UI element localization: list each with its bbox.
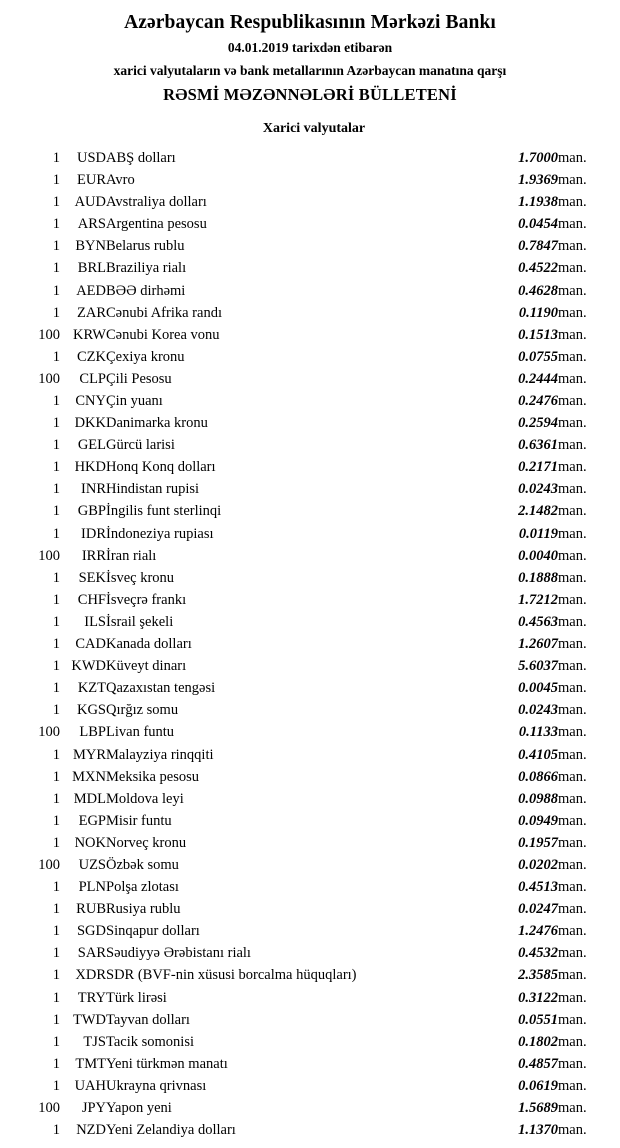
currency-code: CHF [77, 591, 106, 608]
currency-units: 1 [52, 1077, 60, 1094]
page-title: Azərbaycan Respublikasının Mərkəzi Bankı [124, 12, 496, 33]
currency-rate: 0.7847 [518, 238, 558, 255]
currency-rate: 0.0755 [518, 348, 558, 365]
currency-rate: 0.0551 [518, 1011, 558, 1028]
currency-unit-label: man. [558, 989, 587, 1006]
currency-code: ILS [84, 613, 106, 630]
currency-units: 1 [52, 746, 60, 763]
currency-rate: 1.5689 [518, 1100, 558, 1116]
currency-code: SAR [77, 945, 106, 962]
currency-unit-label: man. [558, 812, 587, 829]
currency-rate: 0.0454 [518, 216, 558, 233]
currency-name: Livan funtu [106, 724, 175, 741]
currency-unit-label: man. [558, 282, 587, 299]
currency-rate: 0.6361 [518, 437, 558, 454]
currency-rate: 0.2476 [518, 393, 558, 409]
currency-rate: 1.2607 [518, 636, 558, 653]
currency-unit-label: man. [558, 238, 587, 255]
currency-unit-label: man. [558, 260, 587, 277]
table-row [18, 766, 602, 788]
currency-rate: 1.1370 [518, 1122, 558, 1139]
currency-code: UAH [74, 1077, 106, 1094]
currency-code: DKK [74, 415, 106, 432]
currency-rate: 0.0619 [518, 1077, 558, 1094]
currency-units: 1 [52, 636, 60, 653]
currency-units: 1 [52, 503, 60, 520]
currency-unit-label: man. [558, 636, 587, 653]
section-title-foreign-currencies: Xarici valyutalar [262, 121, 366, 137]
currency-unit-label: man. [558, 1122, 587, 1139]
currency-code: SEK [78, 569, 106, 586]
currency-unit-label: man. [558, 856, 587, 873]
currency-unit-label: man. [558, 1077, 587, 1094]
currency-units: 1 [52, 260, 60, 277]
currency-units: 1 [52, 834, 60, 851]
currency-rate: 0.1957 [518, 834, 558, 851]
currency-rate: 0.0040 [518, 547, 558, 564]
currency-name: Küveyt dinarı [106, 658, 187, 675]
currency-units: 100 [38, 1100, 60, 1116]
currency-unit-label: man. [558, 967, 587, 984]
table-row [18, 722, 602, 744]
table-row [18, 501, 602, 523]
table-row [18, 788, 602, 810]
currency-units: 1 [52, 901, 60, 918]
currency-unit-label: man. [558, 1011, 587, 1028]
table-row [18, 832, 602, 854]
table-row [18, 1053, 602, 1075]
document-header [18, 12, 602, 105]
currency-rate: 0.2594 [518, 415, 558, 432]
currency-units: 1 [52, 569, 60, 586]
table-row [18, 965, 602, 987]
currency-name: Norveç kronu [106, 834, 187, 851]
currency-units: 100 [38, 547, 60, 564]
currency-rate: 0.0247 [518, 901, 558, 918]
currency-unit-label: man. [558, 437, 587, 454]
currency-rate: 2.1482 [518, 503, 558, 520]
currency-unit-label: man. [558, 879, 587, 896]
currency-code: KZT [77, 680, 106, 697]
currency-units: 1 [52, 702, 60, 719]
currency-rate: 1.9369 [518, 172, 558, 189]
currency-code: GBP [77, 503, 106, 520]
currency-name: Çexiya kronu [106, 348, 185, 365]
currency-name: İsveç kronu [106, 569, 175, 586]
currency-rate: 1.7212 [518, 591, 558, 608]
table-row [18, 611, 602, 633]
currency-unit-label: man. [558, 1055, 587, 1072]
currency-units: 100 [38, 724, 60, 741]
currency-units: 1 [52, 1011, 60, 1028]
currency-code: TJS [83, 1033, 106, 1050]
currency-rate: 1.1938 [518, 194, 558, 211]
currency-name: Argentina pesosu [106, 216, 207, 233]
currency-unit-label: man. [558, 1033, 587, 1050]
currency-unit-label: man. [558, 768, 587, 785]
currency-code: CAD [75, 636, 106, 653]
currency-units: 1 [52, 945, 60, 962]
currency-units: 1 [52, 790, 60, 807]
currency-code: CLP [79, 370, 106, 387]
currency-unit-label: man. [558, 415, 587, 432]
currency-name: İngilis funt sterlinqi [106, 503, 222, 520]
table-row [18, 854, 602, 876]
currency-unit-label: man. [558, 326, 587, 343]
currency-name: Avstraliya dolları [106, 194, 207, 211]
table-row [18, 656, 602, 678]
table-row [18, 368, 602, 390]
currency-rate: 0.0949 [518, 812, 558, 829]
currency-name: ABŞ dolları [106, 149, 176, 166]
currency-code: LBP [79, 724, 106, 741]
currency-unit-label: man. [558, 613, 587, 630]
currency-units: 1 [52, 282, 60, 299]
currency-units: 1 [52, 437, 60, 454]
currency-units: 1 [52, 172, 60, 189]
table-row [18, 1075, 602, 1097]
table-row [18, 987, 602, 1009]
currency-name: İndoneziya rupiası [106, 525, 214, 542]
currency-code: INR [81, 481, 106, 498]
currency-unit-label: man. [558, 525, 587, 542]
currency-rate: 0.1888 [518, 569, 558, 586]
currency-units: 1 [52, 768, 60, 785]
document-bulletin-title: RƏSMİ MƏZƏNNƏLƏRİ BÜLLETENİ [163, 85, 457, 105]
currency-unit-label: man. [558, 569, 587, 586]
currency-unit-label: man. [558, 834, 587, 851]
currency-unit-label: man. [558, 746, 587, 763]
currency-code: XDR [75, 967, 106, 984]
currency-code: CZK [77, 348, 106, 365]
currency-units: 1 [52, 879, 60, 896]
table-row [18, 413, 602, 435]
table-row [18, 810, 602, 832]
table-row [18, 214, 602, 236]
currency-units: 1 [52, 967, 60, 984]
currency-unit-label: man. [558, 591, 587, 608]
currency-unit-label: man. [558, 370, 587, 387]
currency-unit-label: man. [558, 348, 587, 365]
currency-code: TRY [77, 989, 106, 1006]
currency-rate: 0.1190 [518, 304, 558, 321]
currency-code: BYN [75, 238, 106, 255]
table-row [18, 523, 602, 545]
table-row [18, 192, 602, 214]
currency-code: MDL [73, 790, 106, 807]
currency-unit-label: man. [558, 459, 587, 476]
currency-rate: 0.4522 [518, 260, 558, 277]
currency-units: 1 [52, 1055, 60, 1072]
table-row [18, 236, 602, 258]
currency-code: ZAR [77, 304, 106, 321]
currency-code: CNY [75, 393, 106, 409]
currency-unit-label: man. [558, 172, 587, 189]
currency-rate: 0.2171 [518, 459, 558, 476]
currency-rate: 0.0988 [518, 790, 558, 807]
currency-units: 1 [52, 680, 60, 697]
currency-code: PLN [78, 879, 106, 896]
table-row [18, 921, 602, 943]
currency-rate: 0.3122 [518, 989, 558, 1006]
currency-units: 1 [52, 658, 60, 675]
currency-code: MYR [72, 746, 106, 763]
currency-code: TMT [75, 1055, 106, 1072]
currency-unit-label: man. [558, 901, 587, 918]
currency-code: USD [76, 149, 106, 166]
currency-unit-label: man. [558, 658, 587, 675]
table-row [18, 479, 602, 501]
currency-name: Yapon yeni [106, 1100, 172, 1116]
table-row [18, 899, 602, 921]
currency-name: Belarus rublu [106, 238, 185, 255]
currency-code: GEL [77, 437, 106, 454]
currency-rate: 0.0119 [518, 525, 558, 542]
table-row [18, 1120, 602, 1142]
currency-name: Tayvan dolları [106, 1011, 190, 1028]
currency-code: KRW [72, 326, 106, 343]
currency-code: EGP [78, 812, 106, 829]
currency-name: Rusiya rublu [106, 901, 181, 918]
table-row [18, 280, 602, 302]
currency-units: 1 [52, 415, 60, 432]
table-row [18, 700, 602, 722]
currency-rate: 0.4532 [518, 945, 558, 962]
currency-unit-label: man. [558, 481, 587, 498]
currency-units: 1 [52, 459, 60, 476]
table-row [18, 435, 602, 457]
currency-code: HKD [74, 459, 106, 476]
currency-unit-label: man. [558, 393, 587, 409]
currency-rate: 0.2444 [518, 370, 558, 387]
currency-name: SDR (BVF-nin xüsusi borcalma hüquqları) [106, 967, 357, 984]
table-row [18, 457, 602, 479]
currency-code: KWD [71, 658, 106, 675]
currency-rate: 0.4563 [518, 613, 558, 630]
table-row [18, 877, 602, 899]
currency-rate: 0.1513 [518, 326, 558, 343]
table-row [18, 589, 602, 611]
currency-code: NOK [74, 834, 106, 851]
currency-rate: 2.3585 [518, 967, 558, 984]
currency-name: Malayziya rinqqiti [106, 746, 214, 763]
table-row [18, 346, 602, 368]
currency-rate: 0.0045 [518, 680, 558, 697]
table-row [18, 302, 602, 324]
currency-code: SGD [76, 923, 106, 940]
currency-name: Qazaxıstan tengəsi [106, 680, 216, 697]
currency-name: Gürcü larisi [106, 437, 175, 454]
currency-units: 1 [52, 989, 60, 1006]
table-row [18, 633, 602, 655]
currency-units: 100 [38, 370, 60, 387]
currency-name: Moldova leyi [106, 790, 184, 807]
table-row [18, 1031, 602, 1053]
currency-units: 1 [52, 304, 60, 321]
currency-units: 1 [52, 481, 60, 498]
currency-name: Sinqapur dolları [106, 923, 200, 940]
table-row [18, 1009, 602, 1031]
currency-units: 1 [52, 238, 60, 255]
currency-units: 1 [52, 591, 60, 608]
currency-name: BƏƏ dirhəmi [106, 282, 186, 299]
currency-code: AED [76, 282, 106, 299]
currency-name: Ukrayna qrivnası [106, 1077, 207, 1094]
currency-name: Yeni türkmən manatı [106, 1055, 228, 1072]
currency-rate: 1.2476 [518, 923, 558, 940]
currency-units: 100 [38, 856, 60, 873]
currency-name: Meksika pesosu [106, 768, 200, 785]
currency-unit-label: man. [558, 547, 587, 564]
currency-name: Danimarka kronu [106, 415, 208, 432]
table-row [18, 258, 602, 280]
currency-units: 1 [52, 393, 60, 409]
currency-code: RUB [76, 901, 106, 918]
table-row [18, 943, 602, 965]
currency-code: IRR [81, 547, 106, 564]
currency-rate: 0.0243 [518, 702, 558, 719]
currency-rate: 0.0202 [518, 856, 558, 873]
currency-code: ARS [77, 216, 106, 233]
table-row [18, 567, 602, 589]
currency-units: 1 [52, 812, 60, 829]
currency-unit-label: man. [558, 945, 587, 962]
table-row [18, 1097, 602, 1119]
currency-unit-label: man. [558, 149, 587, 166]
currency-units: 1 [52, 1033, 60, 1050]
table-row [18, 390, 602, 412]
table-row [18, 545, 602, 567]
currency-unit-label: man. [558, 1100, 587, 1116]
currency-code: JPY [81, 1100, 106, 1116]
currency-code: NZD [76, 1122, 106, 1139]
currency-name: Polşa zlotası [106, 879, 179, 896]
currency-name: Kanada dolları [106, 636, 192, 653]
currency-rate: 5.6037 [518, 658, 558, 675]
currency-rate: 0.4105 [518, 746, 558, 763]
currency-name: Özbək somu [106, 856, 179, 873]
currency-units: 1 [52, 1122, 60, 1139]
currency-rate: 0.1802 [518, 1033, 558, 1050]
currency-unit-label: man. [558, 724, 587, 741]
table-row [18, 324, 602, 346]
exchange-rates-table [18, 147, 602, 1141]
currency-unit-label: man. [558, 702, 587, 719]
currency-units: 1 [52, 525, 60, 542]
currency-units: 1 [52, 194, 60, 211]
currency-name: Yeni Zelandiya dolları [106, 1122, 236, 1139]
currency-rate: 0.4857 [518, 1055, 558, 1072]
currency-units: 1 [52, 348, 60, 365]
effective-date: 04.01.2019 tarixdən etibarən [227, 40, 393, 56]
currency-name: Hindistan rupisi [106, 481, 200, 498]
currency-code: IDR [81, 525, 106, 542]
currency-name: Misir funtu [106, 812, 172, 829]
currency-name: İsveçrə frankı [106, 591, 187, 608]
currency-rate: 0.0243 [518, 481, 558, 498]
currency-rate: 1.7000 [518, 149, 558, 166]
currency-code: AUD [74, 194, 106, 211]
currency-name: Cənubi Afrika randı [106, 304, 222, 321]
currency-units: 1 [52, 613, 60, 630]
currency-units: 100 [38, 326, 60, 343]
currency-name: Qırğız somu [106, 702, 179, 719]
currency-unit-label: man. [558, 680, 587, 697]
currency-name: Braziliya rialı [106, 260, 187, 277]
currency-code: EUR [77, 172, 106, 189]
currency-unit-label: man. [558, 790, 587, 807]
table-row [18, 744, 602, 766]
currency-units: 1 [52, 923, 60, 940]
currency-unit-label: man. [558, 304, 587, 321]
currency-rate: 0.0866 [518, 768, 558, 785]
currency-rate: 0.1133 [518, 724, 558, 741]
currency-units: 1 [52, 149, 60, 166]
document-subtitle: xarici valyutaların və bank metallarının Azərbaycan manatına qarşı [113, 63, 507, 79]
currency-units: 1 [52, 216, 60, 233]
currency-code: BRL [77, 260, 106, 277]
currency-unit-label: man. [558, 923, 587, 940]
table-row [18, 170, 602, 192]
table-row [18, 147, 602, 169]
currency-code: UZS [78, 856, 106, 873]
table-row [18, 678, 602, 700]
currency-name: İran rialı [106, 547, 157, 564]
currency-rate: 0.4513 [518, 879, 558, 896]
currency-unit-label: man. [558, 216, 587, 233]
currency-code: TWD [72, 1011, 106, 1028]
currency-unit-label: man. [558, 503, 587, 520]
currency-name: Çin yuanı [106, 393, 163, 409]
currency-name: İsrail şekeli [106, 613, 174, 630]
currency-name: Honq Konq dolları [106, 459, 216, 476]
currency-rate: 0.4628 [518, 282, 558, 299]
currency-name: Çili Pesosu [106, 370, 172, 387]
exchange-rates-body [18, 147, 602, 1141]
currency-name: Səudiyyə Ərəbistanı rialı [106, 945, 251, 962]
currency-name: Cənubi Korea vonu [106, 326, 220, 343]
currency-name: Avro [106, 172, 135, 189]
currency-unit-label: man. [558, 194, 587, 211]
currency-code: KGS [76, 702, 106, 719]
currency-name: Tacik somonisi [106, 1033, 194, 1050]
currency-code: MXN [72, 768, 106, 785]
currency-name: Türk lirəsi [106, 989, 167, 1006]
